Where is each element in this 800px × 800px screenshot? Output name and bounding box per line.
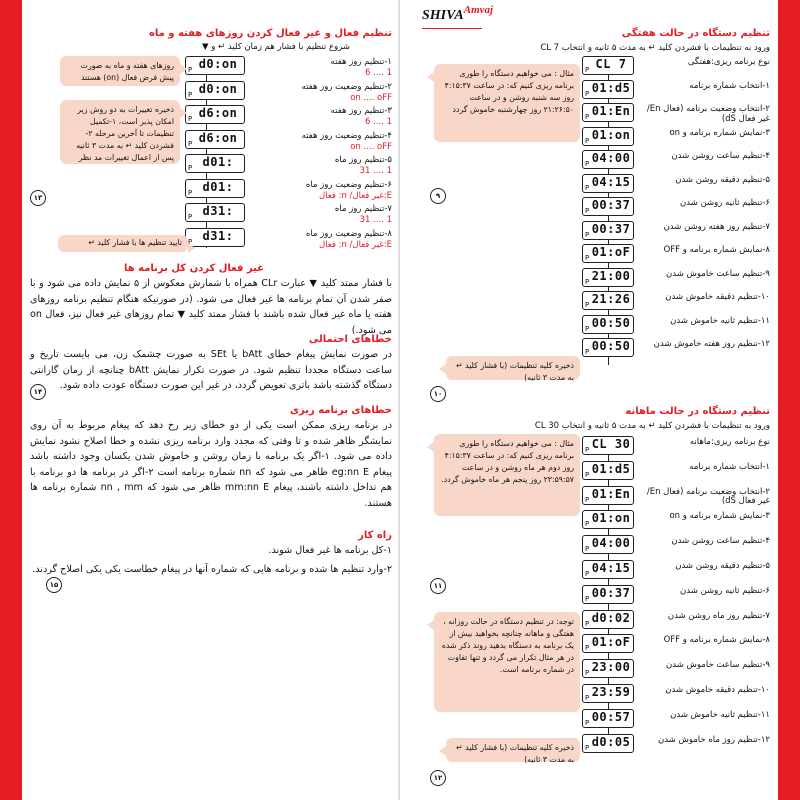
heading-solution: راه کار	[358, 530, 392, 541]
step-range: 1 .... 6	[364, 117, 392, 127]
note-confirm: تایید تنظیم ها با فشار کلید ↵	[58, 235, 188, 252]
lcd-display	[185, 81, 245, 100]
step-label: ۱-انتخاب شماره برنامه	[689, 80, 770, 91]
note-weekly-example: مثال : می خواهیم دستگاه را طوری برنامه ریزی کنیم که: در ساعت ۴:۱۵:۳۷ روز سه شنبه روشن و در ساعت ۲۱:۲۶:۵۰ روز چهارشنبه خاموش گردد	[434, 64, 580, 142]
lcd-value: d0:on	[198, 81, 238, 96]
note-save-changes: ذخیره تغییرات به دو روش زیر امکان پذیر است، ۱-تکمیل تنظیمات تا آخرین مرحله ۲-فشردن کلید ↵ به مدت ۳ ثانیه پس از اعمال تغییرات مد نظر	[60, 100, 180, 164]
lcd-value: CL 30	[591, 437, 631, 451]
lcd-value: 04:15	[591, 561, 631, 575]
para-solution-1: ۱-کل برنامه ها غیر فعال شوند.	[268, 545, 392, 556]
step-label: ۸-نمایش شماره برنامه و OFF	[663, 635, 770, 646]
lcd-value: d6:on	[198, 130, 238, 145]
note-repeat-programs: توجه: در تنظیم دستگاه در حالت روزانه ، هفتگی و ماهانه چنانچه بخواهید بیش از یک برنامه به دستگاه بدهید روند ذکر شده در هر مثال تکرار می گردد و تنها تفاوت در شماره برنامه است.	[434, 612, 580, 712]
page-number-14: ۱۴	[30, 384, 46, 400]
step-label: ۴-تنظیم وضعیت روز هفته	[301, 130, 392, 141]
lcd-display	[582, 535, 634, 554]
lcd-value: 21:26	[591, 292, 631, 306]
note-weekly-save: ذخیره کلیه تنظیمات (با فشار کلید ↵ به مدت ۳ ثانیه)	[446, 356, 580, 380]
step-label: ۱۰-تنظیم دقیقه خاموش شدن	[665, 685, 770, 695]
lcd-p-indicator: P	[188, 115, 193, 123]
left-heading: تنظیم فعال و غیر فعال کردن روزهای هفته و ماه	[148, 28, 392, 39]
lcd-display	[582, 221, 634, 240]
lcd-value: 00:37	[591, 198, 631, 212]
lcd-display	[582, 80, 634, 99]
lcd-value: d6:on	[198, 106, 238, 120]
lcd-display	[185, 130, 245, 149]
lcd-display	[582, 659, 634, 678]
lcd-value: 00:50	[591, 339, 631, 353]
step-range: E:غیر فعال/ n: فعال	[318, 239, 392, 250]
lcd-p-indicator: P	[585, 301, 590, 309]
lcd-value: 01:d5	[591, 461, 631, 476]
step-label: ۳-نمایش شماره برنامه و on	[669, 511, 770, 522]
step-range: E:غیر فعال/ n: فعال	[318, 190, 392, 201]
lcd-display	[582, 197, 634, 216]
page-number-9: ۹	[430, 188, 446, 204]
step-label: ۲-تنظیم وضعیت روز هفته	[301, 81, 392, 92]
step-label: ۱۰-تنظیم دقیقه خاموش شدن	[665, 292, 770, 302]
lcd-value: 23:00	[591, 660, 631, 675]
step-range: 1 .... 31	[359, 215, 392, 225]
lcd-value: 00:50	[591, 315, 631, 330]
lcd-p-indicator: P	[585, 644, 590, 653]
brand-underline	[422, 28, 482, 29]
lcd-p-indicator: P	[585, 594, 590, 603]
page-number-13: ۱۳	[30, 190, 46, 206]
lcd-p-indicator: P	[188, 66, 193, 74]
step-label: ۷-تنظیم روز ماه روشن شدن	[667, 610, 770, 621]
lcd-value: d01:	[202, 155, 234, 169]
lcd-p-indicator: P	[585, 470, 590, 479]
brand-logo: $SHIVA^{Amvaj}$	[422, 4, 494, 23]
step-label: ۶-تنظیم ثانیه روشن شدن	[680, 198, 770, 208]
lcd-value: d0:02	[591, 610, 631, 625]
right-red-margin	[778, 0, 800, 800]
lcd-value: 01:oF	[591, 635, 631, 650]
step-label: ۳-نمایش شماره برنامه و on	[669, 127, 770, 138]
note-monthly-example: مثال : می خواهیم دستگاه را طوری برنامه ریزی کنیم که: در ساعت ۴:۱۵:۳۷ روز دوم هر ماه روشن و در ساعت ۲۳:۵۹:۵۷ روز پنجم هر ماه خاموش گردد.	[434, 434, 580, 516]
lcd-p-indicator: P	[585, 324, 590, 333]
note-default-active: روزهای هفته و ماه به صورت پیش فرض فعال (on) هستند	[60, 56, 180, 86]
lcd-display	[582, 585, 634, 604]
lcd-display	[582, 103, 634, 122]
lcd-display	[185, 154, 245, 173]
lcd-display	[582, 709, 634, 728]
lcd-p-indicator: P	[585, 277, 590, 286]
step-label: ۱۱-تنظیم ثانیه خاموش شدن	[670, 315, 770, 326]
manual-page-right	[400, 0, 800, 800]
lcd-p-indicator: P	[585, 619, 590, 628]
lcd-display	[582, 436, 634, 455]
lcd-display	[185, 179, 245, 198]
step-label: ۲-انتخاب وضعیت برنامه (فعال En/غیر فعال dS)	[646, 486, 770, 507]
lcd-p-indicator: P	[585, 160, 590, 168]
step-label: ۱۱-تنظیم ثانیه خاموش شدن	[670, 709, 770, 720]
lcd-display	[185, 105, 245, 124]
step-range: on .... oFF	[350, 141, 392, 152]
lcd-display	[582, 461, 634, 480]
lcd-value: 01:d5	[591, 80, 631, 95]
step-label: ۱-انتخاب شماره برنامه	[689, 461, 770, 472]
intro-weekly: ورود به تنظیمات با فشردن کلید ↵ به مدت ۵ ثانیه و انتخاب CL 7	[540, 43, 770, 53]
step-label: ۹-تنظیم ساعت خاموش شدن	[666, 660, 770, 671]
step-label: ۵-تنظیم دقیقه روشن شدن	[675, 561, 770, 571]
lcd-p-indicator: P	[585, 694, 590, 702]
step-label: نوع برنامه ریزی:هفتگی	[687, 57, 770, 67]
step-label: ۷-تنظیم روز هفته روشن شدن	[663, 221, 770, 232]
step-label: ۳-تنظیم روز هفته	[330, 106, 392, 116]
lcd-display	[185, 56, 245, 75]
lcd-value: 01:En	[591, 486, 631, 501]
intro-monthly: ورود به تنظیمات با فشردن کلید ↵ به مدت ۵ ثانیه و انتخاب CL 30	[534, 421, 770, 431]
step-label: نوع برنامه ریزی:ماهانه	[689, 437, 770, 447]
lcd-p-indicator: P	[585, 570, 590, 578]
page-number-11: ۱۱	[430, 578, 446, 594]
heading-weekly: تنظیم دستگاه در حالت هفتگی	[621, 28, 770, 39]
lcd-display	[582, 486, 634, 505]
lcd-p-indicator: P	[585, 446, 590, 454]
step-range: 1 .... 31	[359, 166, 392, 176]
page-number-10: ۱۰	[430, 386, 446, 402]
lcd-display	[582, 734, 634, 753]
step-label: ۱۲-تنظیم روز هفته خاموش شدن	[653, 339, 770, 349]
lcd-p-indicator: P	[188, 213, 193, 221]
left-intro: شروع تنظیم با فشار هم زمان کلید ↵ و ▼	[201, 42, 350, 52]
lcd-value: 04:15	[591, 174, 631, 189]
heading-disable-all: غیر فعال کردن کل برنامه ها	[123, 263, 264, 274]
left-red-margin	[0, 0, 22, 800]
step-label: ۵-تنظیم دقیقه روشن شدن	[675, 174, 770, 185]
lcd-value: 04:00	[591, 151, 631, 165]
step-label: ۴-تنظیم ساعت روشن شدن	[671, 151, 770, 161]
para-errors: در صورت نمایش پیغام خطای bAtt یا SEt به صورت چشمک زن، می بایست تاریخ و ساعت دستگاه مجددا تنظیم شود. در صورت تکرار نمایش bAtt چنانچه از زمان گارانتی دستگاه گذشته باشد باتری تعویض گردد، در غیر این صورت دستگاه عودت داده شود.	[30, 349, 392, 392]
lcd-p-indicator: P	[188, 90, 193, 99]
lcd-display	[582, 510, 634, 529]
lcd-p-indicator: P	[585, 348, 590, 356]
note-monthly-save: ذخیره کلیه تنظیمات (با فشار کلید ↵ به مدت ۳ ثانیه)	[446, 738, 580, 762]
lcd-display	[582, 338, 634, 357]
lcd-display	[582, 560, 634, 579]
heading-errors: خطاهای احتمالی	[308, 334, 392, 345]
lcd-value: 00:37	[591, 221, 631, 236]
lcd-display	[185, 203, 245, 222]
step-label: ۲-انتخاب وضعیت برنامه (فعال En/غیر فعال dS)	[646, 104, 770, 124]
lcd-display	[582, 127, 634, 146]
step-range: on .... oFF	[350, 92, 392, 103]
lcd-display	[582, 244, 634, 263]
lcd-p-indicator: P	[585, 718, 590, 727]
para-programming-errors: در برنامه ریزی ممکن است یکی از دو خطای زیر رخ دهد که پیغام مربوط به آن روی نمایشگر ظاهر شده و تا وقتی که مجدد وارد برنامه ریزی نشده و خطا اصلاح نشود نمایش داده می شود. ۱-اگر یک برنامه با زمان روشن و خاموش شدن یکسان وجود داشته باشد پیغام eg:nn E ظاهر می شود که nn شماره برنامه است ۲-اگر در برنامه ها دو برنامه با هم تداخل داشته باشند، پیغام mm:nn E ظاهر می شود که nn , mm شماره برنامه ها هستند.	[30, 420, 392, 509]
lcd-display	[582, 610, 634, 629]
heading-programming-errors: خطاهای برنامه ریزی	[289, 405, 392, 416]
lcd-value: 00:37	[591, 585, 631, 600]
heading-monthly: تنظیم دستگاه در حالت ماهانه	[625, 406, 770, 417]
lcd-display	[582, 291, 634, 310]
step-label: ۱-تنظیم روز هفته	[330, 57, 392, 67]
step-range: 1 .... 6	[364, 68, 392, 78]
lcd-display	[582, 56, 634, 75]
lcd-value: CL 7	[595, 57, 627, 71]
lcd-display	[582, 634, 634, 653]
step-label: ۹-تنظیم ساعت خاموش شدن	[666, 268, 770, 279]
lcd-display	[582, 315, 634, 334]
lcd-p-indicator: P	[585, 183, 590, 192]
lcd-p-indicator: P	[585, 230, 590, 239]
lcd-p-indicator: P	[188, 188, 193, 197]
step-label: ۴-تنظیم ساعت روشن شدن	[671, 536, 770, 547]
lcd-p-indicator: P	[585, 520, 590, 529]
lcd-p-indicator: P	[188, 139, 193, 148]
lcd-value: 04:00	[591, 536, 631, 551]
lcd-value: d31:	[202, 204, 234, 218]
lcd-value: 23:59	[591, 685, 631, 699]
lcd-p-indicator: P	[585, 136, 590, 145]
lcd-value: d0:05	[591, 734, 631, 749]
step-label: ۵-تنظیم روز ماه	[334, 155, 392, 165]
lcd-p-indicator: P	[585, 113, 590, 121]
lcd-value: d01:	[202, 179, 234, 194]
lcd-p-indicator: P	[585, 89, 590, 98]
step-label: ۸-نمایش شماره برنامه و OFF	[663, 245, 770, 255]
lcd-value: 01:on	[591, 511, 631, 526]
step-label: ۱۲-تنظیم روز ماه خاموش شدن	[657, 734, 770, 745]
step-label: ۶-تنظیم وضعیت روز ماه	[305, 179, 392, 190]
lcd-value: 01:on	[591, 127, 631, 142]
lcd-value: d31:	[202, 228, 234, 243]
lcd-p-indicator: P	[585, 254, 590, 262]
page-number-15: ۱۵	[46, 577, 62, 593]
lcd-p-indicator: P	[188, 237, 193, 246]
lcd-display	[582, 268, 634, 287]
lcd-p-indicator: P	[585, 495, 590, 504]
lcd-p-indicator: P	[188, 164, 193, 172]
step-label: ۶-تنظیم ثانیه روشن شدن	[680, 585, 770, 596]
lcd-value: d0:on	[198, 57, 238, 71]
para-disable-all: با فشار ممتد کلید ▼ عبارت CLr همراه با شمارش معکوس از ۵ نمایش داده می شود و با صفر شدن آن تمام برنامه ها غیر فعال می شود. (در صورتیکه هنگام تنظیم برنامه روزهای هفته یا ماه غیر فعال شده باشند با فشار ممتد کلید ▼ تمام روزهای غیر فعال نیز، فعال on می شود.)	[30, 278, 393, 336]
lcd-p-indicator: P	[585, 207, 590, 215]
lcd-value: 21:00	[591, 268, 631, 283]
lcd-display	[582, 174, 634, 193]
lcd-value: 01:En	[591, 104, 631, 118]
lcd-display	[582, 684, 634, 703]
step-label: ۸-تنظیم وضعیت روز ماه	[305, 228, 392, 239]
lcd-value: 01:oF	[591, 245, 631, 259]
step-label: ۷-تنظیم روز ماه	[334, 204, 392, 214]
lcd-p-indicator: P	[585, 545, 590, 554]
lcd-p-indicator: P	[585, 743, 590, 752]
para-solution-2: ۲-وارد تنظیم ها شده و برنامه هایی که شماره آنها در پیغام خطاست یکی یکی اصلاح گردند.	[32, 564, 392, 575]
lcd-display	[582, 150, 634, 169]
lcd-value: 00:57	[591, 709, 631, 724]
lcd-p-indicator: P	[585, 66, 590, 74]
lcd-p-indicator: P	[585, 669, 590, 678]
page-number-12: ۱۲	[430, 770, 446, 786]
